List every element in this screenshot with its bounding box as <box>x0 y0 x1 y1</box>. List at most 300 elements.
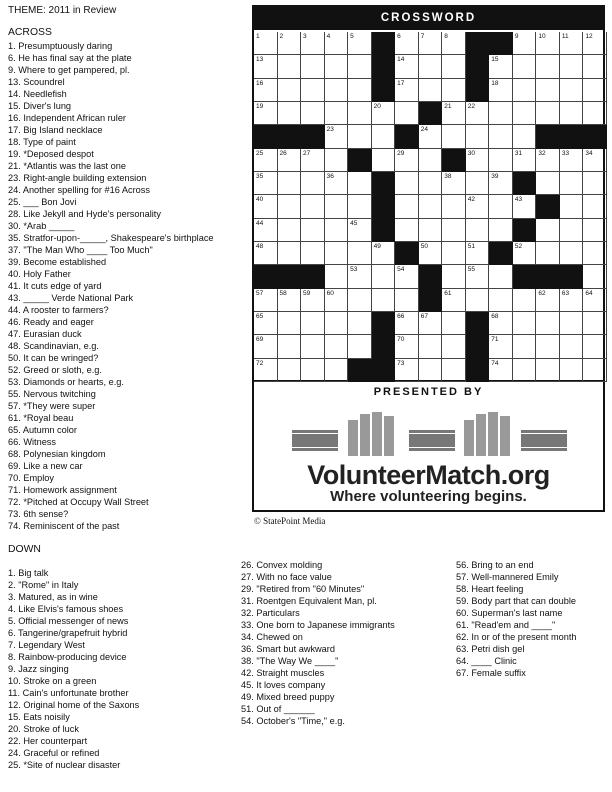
clue-item: 67. Female suffix <box>456 668 526 678</box>
grid-cell[interactable] <box>583 359 607 382</box>
grid-cell[interactable] <box>489 125 513 148</box>
grid-cell[interactable] <box>395 32 419 55</box>
grid-block <box>466 55 490 78</box>
grid-cell[interactable] <box>466 195 490 218</box>
grid-cell[interactable] <box>278 55 302 78</box>
sponsor-panel <box>252 382 605 512</box>
grid-block <box>372 32 396 55</box>
clue-item: 30. *Arab _____ <box>8 221 75 231</box>
grid-cell-number: 62 <box>538 289 546 297</box>
grid-cell[interactable] <box>395 219 419 242</box>
clue-item: 34. Chewed on <box>241 632 303 642</box>
grid-cell[interactable] <box>301 242 325 265</box>
grid-cell[interactable] <box>301 335 325 358</box>
grid-cell[interactable] <box>348 32 372 55</box>
grid-block <box>560 125 584 148</box>
grid-cell[interactable] <box>278 289 302 312</box>
sponsor-tagline: Where volunteering begins. <box>330 488 527 505</box>
clue-item: 71. Homework assignment <box>8 485 117 495</box>
clue-item: 57. *They were super <box>8 401 96 411</box>
grid-cell-number: 30 <box>467 149 475 157</box>
grid-cell[interactable] <box>348 312 372 335</box>
grid-cell[interactable] <box>301 195 325 218</box>
grid-cell[interactable] <box>513 125 537 148</box>
grid-cell[interactable] <box>278 79 302 102</box>
grid-cell[interactable] <box>254 172 278 195</box>
grid-cell[interactable] <box>560 335 584 358</box>
clue-item: 42. Straight muscles <box>241 668 325 678</box>
clue-item: 31. Roentgen Equivalent Man, pl. <box>241 596 377 606</box>
clue-item: 45. It loves company <box>241 680 326 690</box>
hands-icon <box>292 408 567 458</box>
grid-cell[interactable] <box>301 55 325 78</box>
clue-item: 11. Cain's unfortunate brother <box>8 688 129 698</box>
clue-item: 17. Big Island necklace <box>8 125 103 135</box>
grid-cell[interactable] <box>372 242 396 265</box>
grid-cell[interactable] <box>325 242 349 265</box>
clue-item: 20. Stroke of luck <box>8 724 79 734</box>
grid-cell[interactable] <box>560 172 584 195</box>
grid-cell[interactable] <box>560 55 584 78</box>
grid-cell[interactable] <box>442 219 466 242</box>
grid-cell[interactable] <box>254 79 278 102</box>
grid-cell[interactable] <box>442 102 466 125</box>
grid-cell[interactable] <box>395 55 419 78</box>
grid-cell[interactable] <box>442 125 466 148</box>
grid-cell[interactable] <box>372 102 396 125</box>
grid-cell[interactable] <box>536 335 560 358</box>
grid-cell-number: 71 <box>491 336 499 344</box>
grid-cell[interactable] <box>278 32 302 55</box>
grid-cell[interactable] <box>536 79 560 102</box>
grid-cell[interactable] <box>325 195 349 218</box>
grid-cell[interactable] <box>254 195 278 218</box>
grid-cell[interactable] <box>301 172 325 195</box>
grid-cell[interactable] <box>536 312 560 335</box>
clue-item: 59. Body part that can double <box>456 596 577 606</box>
grid-cell[interactable] <box>442 172 466 195</box>
theme-title: THEME: 2011 in Review <box>8 5 117 16</box>
grid-cell[interactable] <box>348 335 372 358</box>
clue-item: 27. With no face value <box>241 572 332 582</box>
grid-cell[interactable] <box>442 265 466 288</box>
grid-cell[interactable] <box>560 219 584 242</box>
grid-cell[interactable] <box>466 289 490 312</box>
grid-cell[interactable] <box>419 172 443 195</box>
clue-item: 18. Type of paint <box>8 137 76 147</box>
grid-cell[interactable] <box>536 102 560 125</box>
grid-cell[interactable] <box>442 195 466 218</box>
grid-cell-number: 9 <box>514 33 519 40</box>
grid-cell[interactable] <box>466 125 490 148</box>
grid-cell[interactable] <box>325 102 349 125</box>
grid-cell[interactable] <box>536 219 560 242</box>
grid-cell[interactable] <box>560 149 584 172</box>
grid-cell[interactable] <box>395 335 419 358</box>
grid-cell[interactable] <box>583 242 607 265</box>
sponsor-brand: VolunteerMatch.org <box>307 460 550 490</box>
grid-cell[interactable] <box>466 172 490 195</box>
grid-cell-number: 48 <box>256 242 264 250</box>
grid-cell[interactable] <box>560 79 584 102</box>
credit-line: © StatePoint Media <box>254 516 326 526</box>
grid-cell[interactable] <box>583 102 607 125</box>
grid-cell[interactable] <box>489 149 513 172</box>
grid-cell[interactable] <box>583 289 607 312</box>
grid-cell[interactable] <box>419 312 443 335</box>
grid-cell[interactable] <box>325 79 349 102</box>
grid-block <box>348 359 372 382</box>
grid-cell[interactable] <box>301 102 325 125</box>
grid-cell-number: 35 <box>256 172 264 180</box>
grid-cell[interactable] <box>583 55 607 78</box>
grid-cell[interactable] <box>395 149 419 172</box>
grid-cell[interactable] <box>583 195 607 218</box>
grid-cell[interactable] <box>513 55 537 78</box>
grid-cell[interactable] <box>583 172 607 195</box>
clue-item: 58. Heart feeling <box>456 584 524 594</box>
grid-cell-number: 38 <box>444 172 452 180</box>
grid-cell[interactable] <box>348 55 372 78</box>
grid-cell[interactable] <box>513 195 537 218</box>
clue-item: 7. Legendary West <box>8 640 85 650</box>
grid-cell[interactable] <box>442 289 466 312</box>
clue-item: 25. ___ Bon Jovi <box>8 197 77 207</box>
grid-cell[interactable] <box>536 289 560 312</box>
grid-cell[interactable] <box>301 219 325 242</box>
grid-cell[interactable] <box>395 79 419 102</box>
grid-cell[interactable] <box>583 265 607 288</box>
grid-cell-number: 14 <box>397 56 405 64</box>
grid-cell[interactable] <box>301 312 325 335</box>
grid-cell-number: 74 <box>491 359 499 367</box>
grid-cell-number: 26 <box>279 149 287 157</box>
grid-cell[interactable] <box>466 149 490 172</box>
grid-block <box>466 32 490 55</box>
grid-cell[interactable] <box>489 172 513 195</box>
grid-cell[interactable] <box>348 79 372 102</box>
grid-cell[interactable] <box>419 242 443 265</box>
grid-cell-number: 3 <box>303 33 307 40</box>
grid-cell[interactable] <box>419 149 443 172</box>
grid-cell[interactable] <box>254 55 278 78</box>
grid-cell[interactable] <box>489 289 513 312</box>
grid-block <box>278 265 302 288</box>
grid-cell[interactable] <box>489 55 513 78</box>
grid-cell-number: 36 <box>326 172 334 180</box>
grid-cell[interactable] <box>442 32 466 55</box>
grid-cell[interactable] <box>560 312 584 335</box>
grid-cell[interactable] <box>254 102 278 125</box>
grid-cell[interactable] <box>395 312 419 335</box>
grid-cell[interactable] <box>419 55 443 78</box>
grid-cell[interactable] <box>513 359 537 382</box>
grid-cell[interactable] <box>348 265 372 288</box>
grid-cell-number: 68 <box>491 312 499 320</box>
grid-cell[interactable] <box>419 79 443 102</box>
clue-item: 66. Witness <box>8 437 56 447</box>
grid-cell[interactable] <box>395 265 419 288</box>
grid-cell[interactable] <box>513 312 537 335</box>
grid-cell[interactable] <box>583 79 607 102</box>
grid-cell[interactable] <box>278 335 302 358</box>
grid-cell[interactable] <box>325 359 349 382</box>
grid-cell[interactable] <box>325 265 349 288</box>
grid-cell-number: 50 <box>420 242 428 250</box>
grid-cell[interactable] <box>301 32 325 55</box>
clue-item: 24. Another spelling for #16 Across <box>8 185 150 195</box>
grid-cell[interactable] <box>419 219 443 242</box>
grid-cell-number: 45 <box>350 219 358 227</box>
grid-cell[interactable] <box>442 55 466 78</box>
grid-block <box>372 79 396 102</box>
clue-item: 55. Nervous twitching <box>8 389 96 399</box>
grid-cell[interactable] <box>442 335 466 358</box>
grid-cell[interactable] <box>560 32 584 55</box>
clue-item: 5. Official messenger of news <box>8 616 129 626</box>
grid-cell[interactable] <box>489 102 513 125</box>
grid-cell[interactable] <box>513 102 537 125</box>
grid-cell[interactable] <box>254 289 278 312</box>
grid-cell[interactable] <box>513 32 537 55</box>
grid-block <box>513 265 537 288</box>
grid-cell[interactable] <box>466 265 490 288</box>
grid-cell[interactable] <box>536 359 560 382</box>
clue-item: 69. Like a new car <box>8 461 83 471</box>
grid-cell[interactable] <box>442 359 466 382</box>
clue-item: 49. Mixed breed puppy <box>241 692 335 702</box>
grid-cell-number: 64 <box>585 289 593 297</box>
grid-cell[interactable] <box>278 242 302 265</box>
clue-item: 23. Right-angle building extension <box>8 173 147 183</box>
grid-cell[interactable] <box>348 242 372 265</box>
grid-cell-number: 73 <box>397 359 405 367</box>
grid-cell[interactable] <box>419 32 443 55</box>
grid-cell[interactable] <box>419 359 443 382</box>
clue-item: 73. 6th sense? <box>8 509 69 519</box>
grid-cell[interactable] <box>513 335 537 358</box>
grid-cell[interactable] <box>536 242 560 265</box>
grid-cell[interactable] <box>372 149 396 172</box>
grid-cell[interactable] <box>254 32 278 55</box>
grid-cell[interactable] <box>301 289 325 312</box>
grid-cell[interactable] <box>419 125 443 148</box>
grid-cell[interactable] <box>560 359 584 382</box>
grid-cell[interactable] <box>278 195 302 218</box>
clue-item: 57. Well-mannered Emily <box>456 572 559 582</box>
grid-cell[interactable] <box>325 312 349 335</box>
grid-cell-number: 25 <box>256 149 264 157</box>
clue-item: 63. Petri dish gel <box>456 644 525 654</box>
clue-item: 15. Eats noisily <box>8 712 70 722</box>
grid-cell[interactable] <box>442 312 466 335</box>
grid-block <box>395 242 419 265</box>
grid-block <box>254 125 278 148</box>
grid-cell[interactable] <box>301 149 325 172</box>
grid-cell[interactable] <box>583 335 607 358</box>
grid-cell[interactable] <box>325 172 349 195</box>
grid-block <box>372 359 396 382</box>
grid-cell-number: 57 <box>256 289 264 297</box>
clue-item: 47. Eurasian duck <box>8 329 82 339</box>
grid-cell[interactable] <box>254 335 278 358</box>
clue-item: 2. "Rome" in Italy <box>8 580 79 590</box>
grid-cell[interactable] <box>325 32 349 55</box>
grid-cell-number: 40 <box>256 196 264 204</box>
clue-item: 48. Scandinavian, e.g. <box>8 341 99 351</box>
grid-cell[interactable] <box>442 242 466 265</box>
grid-cell[interactable] <box>278 172 302 195</box>
grid-cell[interactable] <box>442 79 466 102</box>
grid-cell[interactable] <box>583 312 607 335</box>
grid-cell[interactable] <box>395 289 419 312</box>
grid-block <box>395 125 419 148</box>
grid-cell[interactable] <box>489 335 513 358</box>
grid-cell[interactable] <box>325 289 349 312</box>
grid-cell[interactable] <box>583 149 607 172</box>
grid-cell-number: 13 <box>256 56 264 64</box>
clue-item: 12. Original home of the Saxons <box>8 700 140 710</box>
grid-cell[interactable] <box>254 242 278 265</box>
presented-by-label: PRESENTED BY <box>373 386 484 398</box>
grid-cell[interactable] <box>536 172 560 195</box>
grid-cell-number: 17 <box>397 79 405 87</box>
grid-cell[interactable] <box>372 289 396 312</box>
grid-cell[interactable] <box>513 149 537 172</box>
grid-block <box>254 265 278 288</box>
grid-block <box>301 125 325 148</box>
grid-block <box>536 195 560 218</box>
grid-block <box>372 55 396 78</box>
grid-cell-number: 33 <box>561 149 570 157</box>
grid-cell[interactable] <box>466 219 490 242</box>
grid-cell[interactable] <box>513 289 537 312</box>
grid-cell-number: 60 <box>326 289 334 297</box>
grid-cell[interactable] <box>489 359 513 382</box>
grid-cell[interactable] <box>278 149 302 172</box>
grid-block <box>560 265 584 288</box>
grid-cell[interactable] <box>536 32 560 55</box>
grid-block <box>489 32 513 55</box>
grid-cell[interactable] <box>560 289 584 312</box>
grid-cell[interactable] <box>489 195 513 218</box>
grid-cell[interactable] <box>348 172 372 195</box>
grid-cell[interactable] <box>395 359 419 382</box>
grid-cell-number: 54 <box>397 266 405 274</box>
grid-cell[interactable] <box>489 265 513 288</box>
grid-cell[interactable] <box>348 195 372 218</box>
grid-cell-number: 23 <box>326 126 334 134</box>
grid-cell[interactable] <box>395 195 419 218</box>
clue-item: 64. ____ Clinic <box>456 656 517 666</box>
down-header: DOWN <box>8 544 41 555</box>
grid-cell-number: 59 <box>303 289 311 297</box>
grid-cell[interactable] <box>325 335 349 358</box>
grid-block <box>419 289 443 312</box>
grid-cell[interactable] <box>325 55 349 78</box>
grid-cell-number: 66 <box>397 312 405 320</box>
grid-cell[interactable] <box>419 195 443 218</box>
grid-cell[interactable] <box>560 195 584 218</box>
grid-cell[interactable] <box>372 125 396 148</box>
grid-block <box>536 265 560 288</box>
grid-cell[interactable] <box>560 242 584 265</box>
grid-cell[interactable] <box>466 102 490 125</box>
grid-cell-number: 27 <box>303 149 311 157</box>
grid-cell[interactable] <box>489 79 513 102</box>
grid-cell[interactable] <box>348 219 372 242</box>
grid-cell[interactable] <box>278 359 302 382</box>
grid-cell-number: 24 <box>420 126 428 134</box>
grid-cell[interactable] <box>348 289 372 312</box>
grid-cell[interactable] <box>254 312 278 335</box>
grid-cell[interactable] <box>513 242 537 265</box>
grid-cell[interactable] <box>254 359 278 382</box>
grid-cell[interactable] <box>536 149 560 172</box>
grid-cell[interactable] <box>348 102 372 125</box>
grid-cell-number: 10 <box>538 33 546 40</box>
grid-cell[interactable] <box>583 219 607 242</box>
grid-cell[interactable] <box>278 312 302 335</box>
grid-cell[interactable] <box>325 125 349 148</box>
grid-cell-number: 2 <box>279 33 284 40</box>
grid-cell-number: 67 <box>420 312 428 320</box>
grid-cell[interactable] <box>419 335 443 358</box>
grid-cell-number: 22 <box>467 102 475 110</box>
grid-cell-number: 29 <box>397 149 405 157</box>
grid-cell[interactable] <box>395 102 419 125</box>
grid-cell[interactable] <box>254 219 278 242</box>
grid-cell[interactable] <box>301 79 325 102</box>
grid-block <box>372 195 396 218</box>
clue-item: 1. Big talk <box>8 568 49 578</box>
grid-cell-number: 52 <box>514 242 523 250</box>
clue-item: 39. Become established <box>8 257 107 267</box>
grid-cell[interactable] <box>395 172 419 195</box>
clue-item: 13. Scoundrel <box>8 77 65 87</box>
grid-cell[interactable] <box>466 242 490 265</box>
clue-item: 3. Matured, as in wine <box>8 592 98 602</box>
grid-cell[interactable] <box>325 149 349 172</box>
grid-cell[interactable] <box>489 219 513 242</box>
grid-cell-number: 7 <box>420 33 425 40</box>
grid-block <box>372 172 396 195</box>
grid-cell[interactable] <box>348 125 372 148</box>
grid-cell[interactable] <box>583 32 607 55</box>
clue-item: 38. "The Way We ____" <box>241 656 339 666</box>
grid-block <box>583 125 607 148</box>
grid-cell-number: 6 <box>397 33 401 40</box>
clue-item: 6. He has final say at the plate <box>8 53 132 63</box>
grid-cell[interactable] <box>372 265 396 288</box>
grid-block <box>466 359 490 382</box>
grid-cell[interactable] <box>489 312 513 335</box>
grid-cell[interactable] <box>325 219 349 242</box>
grid-cell[interactable] <box>301 359 325 382</box>
clue-item: 36. Smart but awkward <box>241 644 335 654</box>
grid-cell-number: 61 <box>444 289 452 297</box>
clue-item: 29. "Retired from "60 Minutes" <box>241 584 365 594</box>
grid-cell[interactable] <box>560 102 584 125</box>
grid-cell[interactable] <box>513 79 537 102</box>
grid-cell-number: 55 <box>467 266 475 274</box>
grid-cell[interactable] <box>254 149 278 172</box>
grid-block <box>372 312 396 335</box>
clue-item: 70. Employ <box>8 473 54 483</box>
grid-cell[interactable] <box>536 55 560 78</box>
grid-cell[interactable] <box>278 102 302 125</box>
grid-cell[interactable] <box>278 219 302 242</box>
